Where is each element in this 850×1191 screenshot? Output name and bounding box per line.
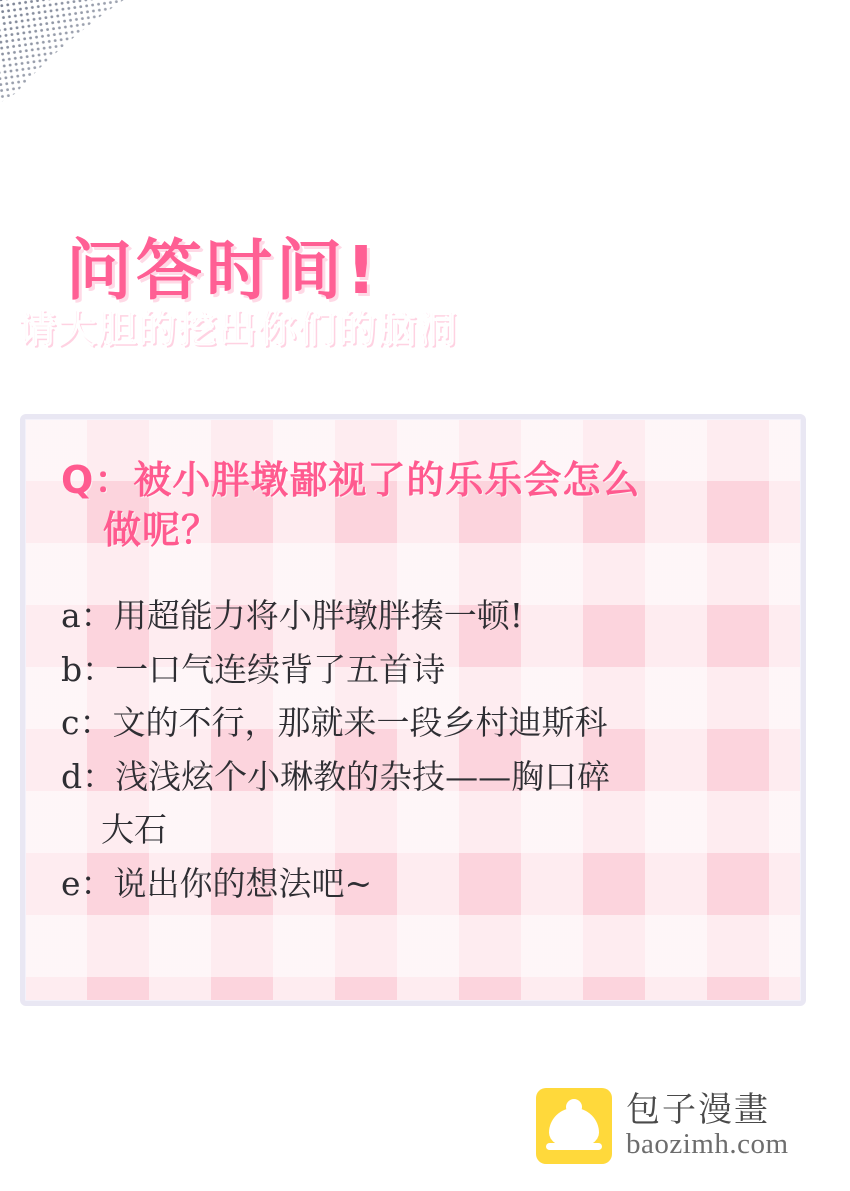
qa-panel-content xyxy=(25,419,801,910)
qa-panel xyxy=(20,414,806,1006)
question-text-line-1: 被小胖墩鄙视了的乐乐会怎么 xyxy=(133,458,641,502)
watermark-site-name: 包子漫畫 xyxy=(626,1089,770,1130)
answer-text-e: 说出你的想法吧~ xyxy=(113,863,373,903)
answer-label-e: e： xyxy=(61,863,114,903)
answer-text-b: 一口气连续背了五首诗 xyxy=(115,649,446,689)
watermark-site-url: baozimh.com xyxy=(626,1127,789,1160)
page-subtitle: 请大胆的挖出你们的脑洞 xyxy=(18,307,459,352)
answer-text-c: 文的不行，那就来一段乡村迪斯科 xyxy=(112,703,608,743)
answer-option-b xyxy=(61,643,771,696)
answer-option-c xyxy=(61,696,771,749)
answer-option-a xyxy=(61,589,771,642)
answer-option-d-continued xyxy=(61,803,771,856)
answer-option-e xyxy=(61,857,771,910)
bun-shape xyxy=(549,1108,599,1148)
answer-label-d: d： xyxy=(61,756,116,796)
title-block xyxy=(0,232,850,352)
answer-label-a: a： xyxy=(61,596,114,636)
answer-text-d-continued: 大石 xyxy=(101,810,167,850)
question-line-1 xyxy=(61,455,771,505)
question-line-2 xyxy=(61,505,771,555)
answer-label-c: c： xyxy=(61,703,113,743)
watermark-text xyxy=(626,1089,789,1160)
answer-label-b: b： xyxy=(61,649,116,689)
question-label: Q： xyxy=(61,458,134,502)
watermark xyxy=(536,1088,789,1164)
question-text-line-2: 做呢？ xyxy=(103,508,221,553)
page-title: 问答时间! xyxy=(66,232,381,309)
corner-texture-decoration xyxy=(0,0,280,142)
answer-text-a: 用超能力将小胖墩胖揍一顿! xyxy=(113,596,523,636)
answer-option-list xyxy=(61,589,771,910)
answer-text-d: 浅浅炫个小琳教的杂技——胸口碎 xyxy=(115,756,611,796)
answer-option-d xyxy=(61,750,771,803)
plate-shape xyxy=(546,1143,602,1150)
steamed-bun-icon xyxy=(536,1088,612,1164)
